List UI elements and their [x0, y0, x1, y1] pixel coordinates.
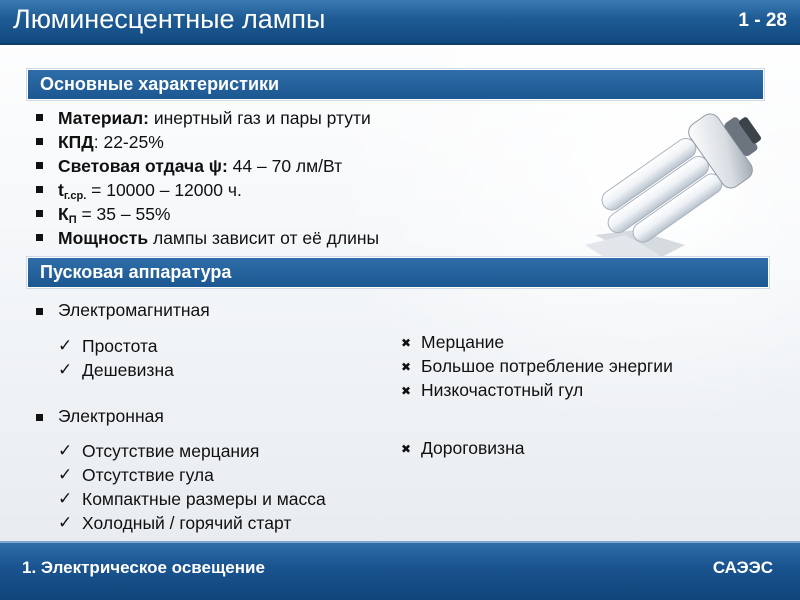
check-icon: ✓	[58, 441, 73, 460]
list-item: ✖ Мерцание	[421, 330, 673, 354]
list-item: Материал: инертный газ и пары ртути	[58, 106, 379, 130]
list-item: $t_{г.ср.} = 10000 - 12000$ ч.	[58, 178, 379, 202]
slide-number: 1 - 28	[738, 10, 787, 31]
cross-icon: ✖	[401, 442, 412, 456]
slide-title: Люминесцентные лампы	[13, 4, 326, 34]
square-bullet-icon	[36, 138, 43, 145]
footer-bar	[0, 541, 800, 600]
list-item: ✖ Дороговизна	[421, 436, 524, 460]
cons-list	[401, 436, 525, 460]
list-item: ✖ Большое потребление энергии	[421, 354, 673, 378]
check-icon: ✓	[58, 513, 73, 532]
header-bar	[0, 0, 800, 45]
square-bullet-icon	[36, 210, 43, 217]
list-item: ✖ Низкочастотный гул	[421, 378, 673, 402]
square-bullet-icon	[36, 186, 43, 193]
check-icon: ✓	[58, 465, 73, 484]
square-bullet-icon	[36, 234, 43, 241]
cross-icon: ✖	[401, 336, 412, 350]
section-header-starting-gear	[26, 256, 770, 289]
pros-list	[58, 439, 326, 535]
cross-icon: ✖	[401, 360, 412, 374]
section-title: Пусковая аппаратура	[40, 262, 232, 282]
square-bullet-icon	[36, 162, 43, 169]
fluorescent-lamp-image	[565, 95, 770, 270]
square-bullet-icon	[36, 114, 43, 121]
list-item: ✓ Отсутствие мерцания	[58, 441, 260, 461]
square-bullet-icon	[36, 414, 43, 421]
list-item: Световая отдача ψ: 44 – 70 лм/Вт	[58, 154, 379, 178]
pros-list	[58, 334, 174, 382]
group-label-electromagnetic: Электромагнитная	[58, 300, 210, 321]
check-icon: ✓	[58, 360, 73, 379]
check-icon: ✓	[58, 489, 73, 508]
footer-section-title: 1. Электрическое освещение	[22, 558, 265, 577]
cons-list	[401, 330, 673, 402]
list-item: ✓ Отсутствие гула	[58, 465, 214, 485]
list-item: ✓ Холодный / горячий старт	[58, 513, 292, 533]
characteristics-list	[58, 106, 379, 250]
list-item: ✓ Компактные размеры и масса	[58, 489, 326, 509]
cross-icon: ✖	[401, 384, 412, 398]
list-item: Мощность лампы зависит от её длины	[58, 226, 379, 250]
group-label-electronic: Электронная	[58, 406, 164, 427]
square-bullet-icon	[36, 308, 43, 315]
list-item: ✓ Дешевизна	[58, 360, 174, 380]
footer-course-code: САЭЭС	[712, 558, 773, 577]
list-item: КПД: 22-25%	[58, 130, 379, 154]
section-title: Основные характеристики	[40, 74, 280, 94]
list-item: ✓ Простота	[58, 336, 158, 356]
check-icon: ✓	[58, 336, 73, 355]
list-item: $К_П = 35 - 55\%$	[58, 202, 379, 226]
